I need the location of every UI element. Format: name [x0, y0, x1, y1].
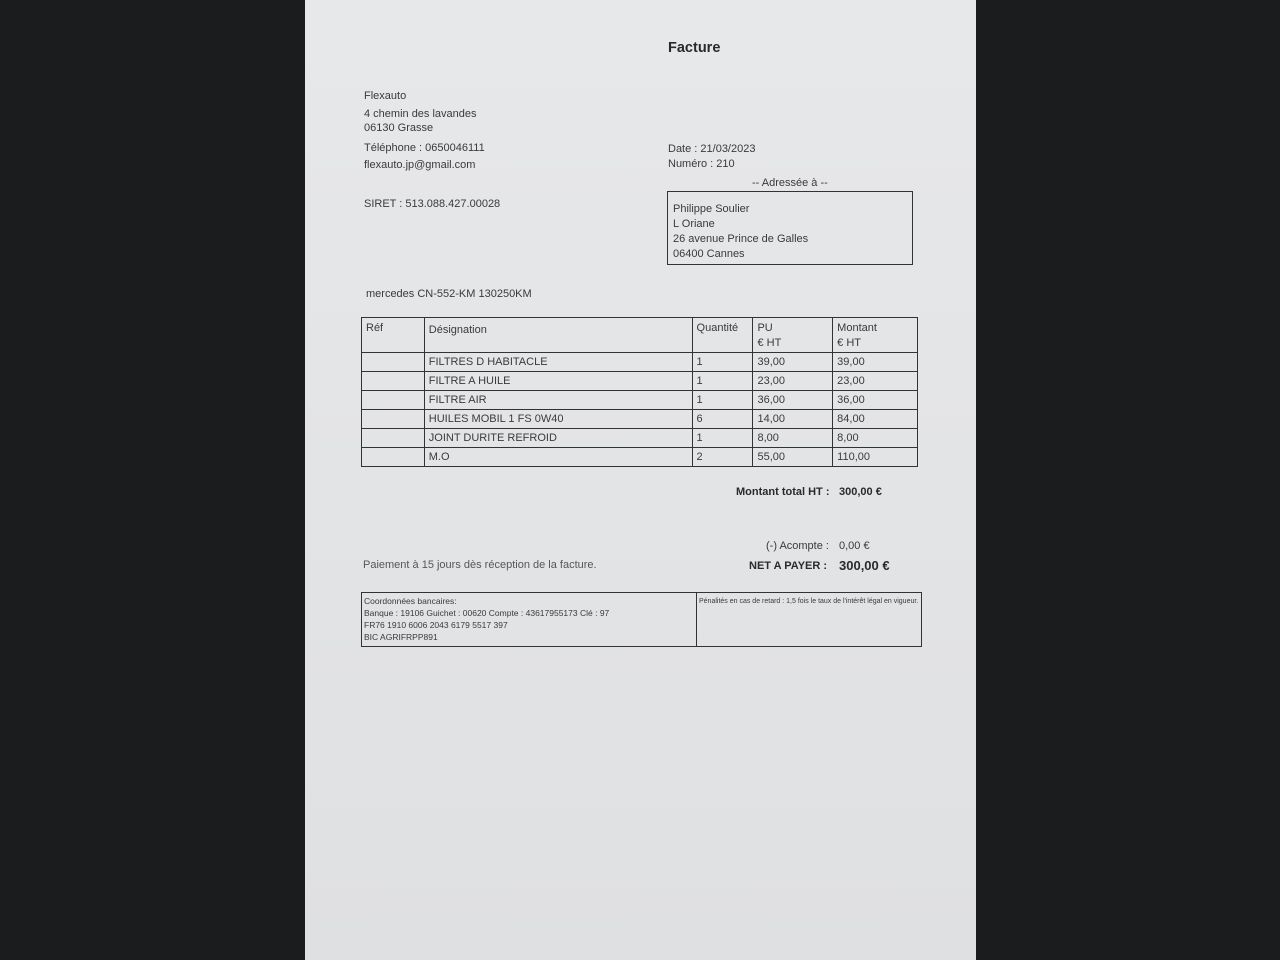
seller-name: Flexauto [364, 90, 407, 102]
cell-montant: 23,00 [833, 372, 918, 391]
cell-ref [362, 353, 425, 372]
invoice-date: Date : 21/03/2023 [668, 143, 756, 155]
header-pu-line2: € HT [757, 337, 782, 349]
seller-phone: Téléphone : 0650046111 [364, 142, 485, 154]
net-label: NET A PAYER : [749, 560, 828, 572]
vehicle-info: mercedes CN-552-KM 130250KM [366, 288, 532, 300]
cell-montant: 8,00 [833, 429, 918, 448]
cell-designation: HUILES MOBIL 1 FS 0W40 [424, 410, 692, 429]
cell-ref [362, 391, 425, 410]
cell-ref [362, 410, 425, 429]
acompte-label: (-) Acompte : [766, 540, 829, 552]
table-row [362, 353, 918, 372]
cell-qty: 2 [692, 448, 753, 467]
cell-pu: 8,00 [753, 429, 833, 448]
cell-qty: 1 [692, 429, 753, 448]
client-city: 06400 Cannes [673, 248, 745, 260]
cell-montant: 84,00 [833, 410, 918, 429]
cell-designation: M.O [424, 448, 692, 467]
header-designation-label: Désignation [428, 324, 487, 336]
cell-designation: FILTRE AIR [424, 391, 692, 410]
cell-designation: FILTRES D HABITACLE [424, 353, 692, 372]
payment-terms: Paiement à 15 jours dès réception de la facture. [363, 559, 597, 571]
total-ht-label: Montant total HT : [736, 486, 830, 498]
cell-pu: 55,00 [753, 448, 833, 467]
client-line2: L Oriane [673, 218, 715, 230]
header-quantity: Quantité [692, 318, 753, 353]
table-row [362, 372, 918, 391]
invoice-number: Numéro : 210 [668, 158, 735, 170]
cell-montant: 110,00 [833, 448, 918, 467]
seller-email: flexauto.jp@gmail.com [364, 159, 476, 171]
items-table [361, 317, 918, 467]
cell-pu: 36,00 [753, 391, 833, 410]
client-street: 26 avenue Prince de Galles [673, 233, 809, 245]
table-row [362, 410, 918, 429]
cell-ref [362, 448, 425, 467]
header-ref: Réf [362, 318, 425, 353]
header-designation [424, 318, 692, 353]
cell-montant: 39,00 [833, 353, 918, 372]
table-row [362, 429, 918, 448]
bank-iban: FR76 1910 6006 2043 6179 5517 397 [364, 620, 508, 630]
seller-street: 4 chemin des lavandes [364, 108, 477, 120]
seller-city: 06130 Grasse [364, 122, 434, 134]
cell-qty: 1 [692, 353, 753, 372]
header-pu [753, 318, 833, 353]
client-address-box [667, 191, 913, 265]
seller-siret: SIRET : 513.088.427.00028 [364, 198, 501, 210]
page-title: Facture [668, 40, 721, 56]
bank-line1: Coordonnées bancaires: [364, 596, 457, 606]
cell-pu: 14,00 [753, 410, 833, 429]
cell-qty: 6 [692, 410, 753, 429]
bank-details [362, 593, 697, 646]
addressed-to-label: -- Adressée à -- [752, 177, 828, 189]
bank-bic: BIC AGRIFRPP891 [364, 632, 438, 642]
header-montant-line1: Montant [837, 322, 877, 334]
cell-designation: JOINT DURITE REFROID [424, 429, 692, 448]
bank-details-box [361, 592, 922, 647]
cell-montant: 36,00 [833, 391, 918, 410]
header-pu-line1: PU [757, 322, 773, 334]
invoice-page [305, 0, 976, 960]
acompte-value: 0,00 € [839, 540, 870, 552]
client-name: Philippe Soulier [673, 203, 750, 215]
cell-pu: 39,00 [753, 353, 833, 372]
table-row [362, 391, 918, 410]
late-penalties: Pénalités en cas de retard : 1,5 fois le taux de l'intérêt légal en vigueur. [699, 598, 919, 605]
table-header-row [362, 318, 918, 353]
cell-designation: FILTRE A HUILE [424, 372, 692, 391]
cell-ref [362, 372, 425, 391]
cell-qty: 1 [692, 372, 753, 391]
cell-pu: 23,00 [753, 372, 833, 391]
table-row [362, 448, 918, 467]
header-montant [833, 318, 918, 353]
cell-qty: 1 [692, 391, 753, 410]
total-ht-value: 300,00 € [839, 486, 882, 498]
header-montant-line2: € HT [837, 337, 862, 349]
bank-line2: Banque : 19106 Guichet : 00620 Compte : 43617955173 Clé : 97 [364, 608, 610, 618]
net-value: 300,00 € [839, 558, 890, 573]
cell-ref [362, 429, 425, 448]
